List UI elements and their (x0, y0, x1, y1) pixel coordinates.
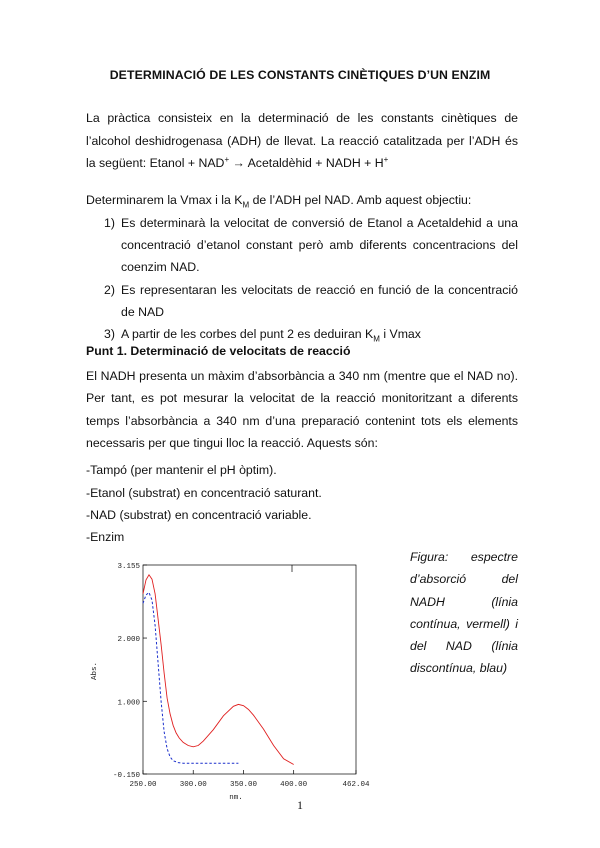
arrow-icon: → (232, 156, 245, 170)
y-tick-label: 2.000 (117, 636, 140, 645)
list-item: -Enzim (86, 530, 125, 544)
x-axis-label: nm. (229, 794, 243, 800)
page-number: 1 (297, 798, 303, 812)
y-tick-label: 1.000 (117, 699, 140, 708)
figure-caption: Figura: espectre d’absorció del NADH (línia contínua, vermell) i del NAD (línia discontínua, blau) (410, 550, 518, 676)
plot-frame (143, 565, 356, 774)
y-tick-label: 3.155 (117, 563, 140, 571)
y-axis-label: Abs. (91, 661, 99, 680)
objective-list (86, 212, 518, 345)
list-item: 3) A partir de les corbes del punt 2 es deduiran $K_M$ i Vmax (104, 327, 421, 344)
nad-series-line (143, 593, 238, 764)
x-tick-label: 250.00 (129, 781, 157, 789)
x-tick-label: 350.00 (229, 781, 257, 789)
list-item: 1) Es determinarà la velocitat de conversió de Etanol a Acetaldehid a una concentració d’etanol constant però amb diferents concentracions del coenzim NAD. (104, 216, 518, 275)
x-tick-label: 300.00 (179, 781, 207, 789)
list-item: -Etanol (substrat) en concentració saturant. (86, 486, 322, 500)
nadh-series-line (143, 575, 294, 765)
x-tick-label: 462.04 (342, 781, 370, 789)
reaction-equation: Etanol + NAD+ → Acetaldèhid + NADH + H+ (149, 154, 389, 170)
intro-paragraph: La pràctica consisteix en la determinació de les constants cinètiques de l’alcohol deshidrogenasa (ADH) de llevat. La reacció catalitzada per l’ADH és la següent: Etanol + NAD+ → Acetaldèhid + NADH + H+ (86, 111, 518, 170)
list-item: 2) Es representaran les velocitats de reacció en funció de la concentració de NAD (104, 282, 518, 319)
section-heading: Punt 1. Determinació de velocitats de reacció (86, 344, 351, 358)
x-tick-label: 400.00 (280, 781, 308, 789)
y-tick-label: -0.150 (112, 772, 140, 780)
absorption-spectrum-chart (86, 555, 376, 800)
section-paragraph: El NADH presenta un màxim d’absorbància a 340 nm (mentre que el NAD no). Per tant, es pot mesurar la velocitat de la reacció monitoritzant a diferents temps l’absorbància a 340 nm d’una preparació contenint tots els elements necessaris per que tingui lloc la reacció. Aquests són: (86, 369, 518, 450)
objective-paragraph: Determinarem la Vmax i la $K_M$ de l’ADH pel NAD. Amb aquest objectiu: (86, 193, 472, 210)
document-title: DETERMINACIÓ DE LES CONSTANTS CINÈTIQUES D’UN ENZIM (109, 68, 491, 82)
list-item: -NAD (substrat) en concentració variable. (86, 508, 312, 522)
list-item: -Tampó (per mantenir el pH òptim). (86, 463, 277, 477)
